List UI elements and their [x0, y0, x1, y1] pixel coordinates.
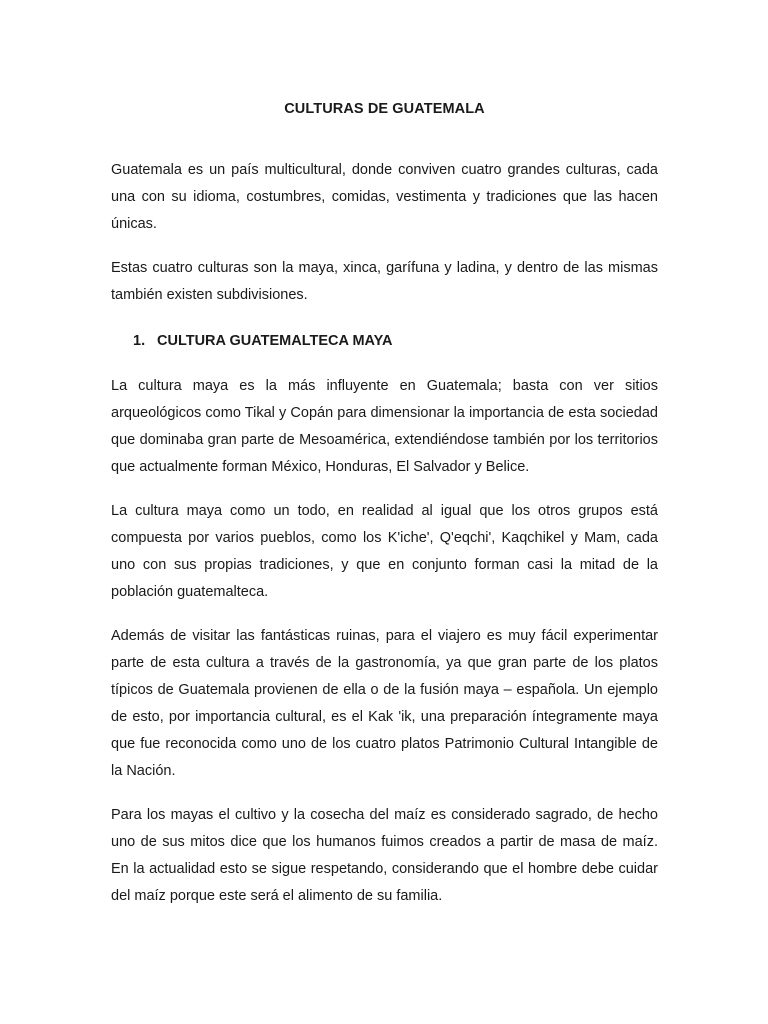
document-page	[111, 99, 658, 927]
maya-paragraph-4: Para los mayas el cultivo y la cosecha del maíz es considerado sagrado, de hecho uno de sus mitos dice que los humanos fuimos creados a partir de masa de maíz. En la actualidad esto se sigue respetando, considerando que el hombre debe cuidar del maíz porque este será el alimento de su familia.	[111, 807, 658, 904]
section-number: 1.	[133, 333, 146, 349]
maya-paragraph-3: Además de visitar las fantásticas ruinas, para el viajero es muy fácil experimentar parte de esta cultura a través de la gastronomía, ya que gran parte de los platos típicos de Guatemala provienen de ella o de la fusión maya – española. Un ejemplo de esto, por importancia cultural, es el Kak 'ik, una preparación íntegramente maya que fue reconocida como uno de los cuatro platos Patrimonio Cultural Intangible de la Nación.	[111, 628, 658, 779]
section-heading-maya	[111, 331, 658, 351]
document-title: CULTURAS DE GUATEMALA	[284, 101, 485, 117]
section-title: CULTURA GUATEMALTECA MAYA	[157, 333, 393, 349]
intro-paragraph-1: Guatemala es un país multicultural, donde conviven cuatro grandes culturas, cada una con su idioma, costumbres, comidas, vestimenta y tradiciones que las hacen únicas.	[111, 162, 658, 232]
intro-paragraph-2: Estas cuatro culturas son la maya, xinca, garífuna y ladina, y dentro de las mismas también existen subdivisiones.	[111, 260, 658, 303]
maya-paragraph-1: La cultura maya es la más influyente en Guatemala; basta con ver sitios arqueológicos como Tikal y Copán para dimensionar la importancia de esta sociedad que dominaba gran parte de Mesoamérica, extendiéndose también por los territorios que actualmente forman México, Honduras, El Salvador y Belice.	[111, 378, 658, 475]
maya-paragraph-2: La cultura maya como un todo, en realidad al igual que los otros grupos está compuesta por varios pueblos, como los K'iche', Q'eqchi', Kaqchikel y Mam, cada uno con sus propias tradiciones, y que en conjunto forman casi la mitad de la población guatemalteca.	[111, 503, 658, 600]
